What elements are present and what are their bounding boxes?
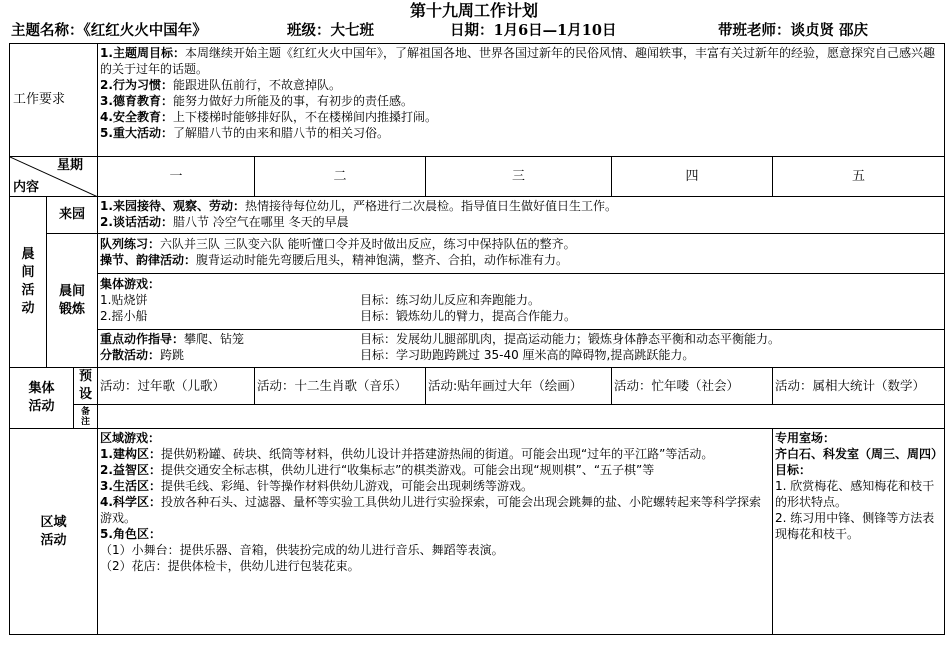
weekday-corner-cell	[10, 157, 98, 197]
work-plan-table	[9, 43, 945, 635]
role-flower-shop: （2）花店：提供体检卡，供幼儿进行包装花束。	[100, 559, 360, 573]
date-range: 日期：1月6日—1月10日	[450, 22, 617, 39]
activity-wednesday: 活动:贴年画过大年（绘画）	[426, 368, 612, 405]
teacher-names: 带班老师：谈贞贤 邵庆	[718, 22, 869, 39]
role-stage: （1）小舞台：提供乐器、音箱，供装扮完成的幼儿进行音乐、舞蹈等表演。	[100, 543, 504, 557]
area-activity-label: 区域活动	[10, 429, 98, 635]
group-activity-label: 集体活动	[10, 368, 74, 429]
special-room-content: 专用室场： 齐白石、科发室（周三、周四） 目标： 1. 欣赏梅花、感知梅花和枝干的形状特点。 2. 练习用中锋、侧锋等方法表现梅花和枝干。	[773, 429, 945, 635]
requirement-item-2: 2.行为习惯：能跟进队伍前行，不故意掉队。	[100, 78, 341, 92]
note-content	[98, 405, 945, 429]
area-games-content: 区域游戏： 1.建构区：提供奶粉罐、砖块、纸筒等材料，供幼儿设计并搭建游热闹的街道。可能会出现“过年的平江路”等活动。 2.益智区：提供交通安全标志棋，供幼儿进行“收集标志”的棋类游戏。可能会出现“规则棋”、“五子棋”等 3.生活区：提供毛线、彩绳、针等操作材料供幼儿游戏，可能会出现刺绣等游戏。 4.科学区：投放各种石头、过滤器、量杯等实验工具供幼儿进行实验探索，可能会出现会跳舞的盐、小陀螺转起来等科学探索游戏。 5.角色区： （1）小舞台：提供乐器、音箱，供装扮完成的幼儿进行音乐、舞蹈等表演。 （2）花店：提供体检卡，供幼儿进行包装花束。	[98, 429, 773, 635]
zone-puzzle: 2.益智区：提供交通安全标志棋，供幼儿进行“收集标志”的棋类游戏。可能会出现“规则棋”、“五子棋”等	[100, 463, 655, 477]
key-guide-content: 重点动作指导：攀爬、钻笼 目标：发展幼儿腿部肌肉，提高运动能力；锻炼身体静态平衡和动态平衡能力。 分散活动：跨跳 目标：学习助跑跨跳过 35-40 厘米高的障碍物,提高跳跃能力。	[98, 330, 945, 368]
drill-content: 队列练习：六队并三队 三队变六队 能听懂口令并及时做出反应，练习中保持队伍的整齐。 操节、韵律活动：腹背运动时能先弯腰后甩头，精神饱满，整齐、合拍，动作标准有力。	[98, 234, 945, 274]
theme-name: 主题名称：《红红火火中国年》	[11, 22, 207, 39]
activity-tuesday: 活动：十二生肖歌（音乐）	[255, 368, 426, 405]
note-label: 备注	[74, 405, 98, 429]
activity-thursday: 活动：忙年喽（社会）	[612, 368, 773, 405]
page-title: 第十九周工作计划	[409, 1, 538, 20]
day-thursday: 四	[612, 157, 773, 197]
corner-weekday-label: 星期	[57, 158, 84, 173]
work-requirements-content	[98, 44, 945, 157]
special-goal-1: 1. 欣赏梅花、感知梅花和枝干的形状特点。	[775, 479, 935, 509]
morning-activity-label: 晨间活动	[10, 197, 47, 368]
special-goal-2: 2. 练习用中锋、侧锋等方法表现梅花和枝干。	[775, 511, 935, 541]
arrival-content: 1.来园接待、观察、劳动：热情接待每位幼儿，严格进行二次晨检。指导值日生做好值日生工作。 2.谈话活动：腊八节 冷空气在哪里 冬天的早晨	[98, 197, 945, 234]
day-friday: 五	[773, 157, 945, 197]
day-monday: 一	[98, 157, 255, 197]
group-games-content: 集体游戏： 1.贴烧饼 目标：练习幼儿反应和奔跑能力。 2.摇小船 目标：锻炼幼儿的臂力，提高合作能力。	[98, 274, 945, 330]
requirement-item-1: 1.主题周目标：本周继续开始主题《红红火火中国年》，了解祖国各地、世界各国过新年的民俗风情、趣闻轶事，丰富有关过新年的经验，愿意探究自己感兴趣的关于过年的话题。	[100, 46, 935, 76]
work-requirements-label: 工作要求	[10, 44, 98, 157]
arrival-label: 来园	[47, 197, 98, 234]
morning-exercise-label: 晨间锻炼	[47, 234, 98, 368]
requirement-item-5: 5.重大活动：了解腊八节的由来和腊八节的相关习俗。	[100, 126, 389, 140]
requirement-item-4: 4.安全教育：上下楼梯时能够排好队，不在楼梯间内推搡打闹。	[100, 110, 437, 124]
zone-life: 3.生活区：提供毛线、彩绳、针等操作材料供幼儿游戏，可能会出现刺绣等游戏。	[100, 479, 533, 493]
day-tuesday: 二	[255, 157, 426, 197]
zone-science: 4.科学区：投放各种石头、过滤器、量杯等实验工具供幼儿进行实验探索，可能会出现会跳舞的盐、小陀螺转起来等科学探索游戏。	[100, 495, 761, 525]
zone-construction: 1.建构区：提供奶粉罐、砖块、纸筒等材料，供幼儿设计并搭建游热闹的街道。可能会出现“过年的平江路”等活动。	[100, 447, 714, 461]
activity-monday: 活动：过年歌（儿歌）	[98, 368, 255, 405]
requirement-item-3: 3.德育教育：能努力做好力所能及的事，有初步的责任感。	[100, 94, 413, 108]
preset-label: 预设	[74, 368, 98, 405]
corner-content-label: 内容	[13, 180, 40, 195]
class-name: 班级：大七班	[287, 22, 374, 39]
day-wednesday: 三	[426, 157, 612, 197]
activity-friday: 活动：属相大统计（数学）	[773, 368, 945, 405]
